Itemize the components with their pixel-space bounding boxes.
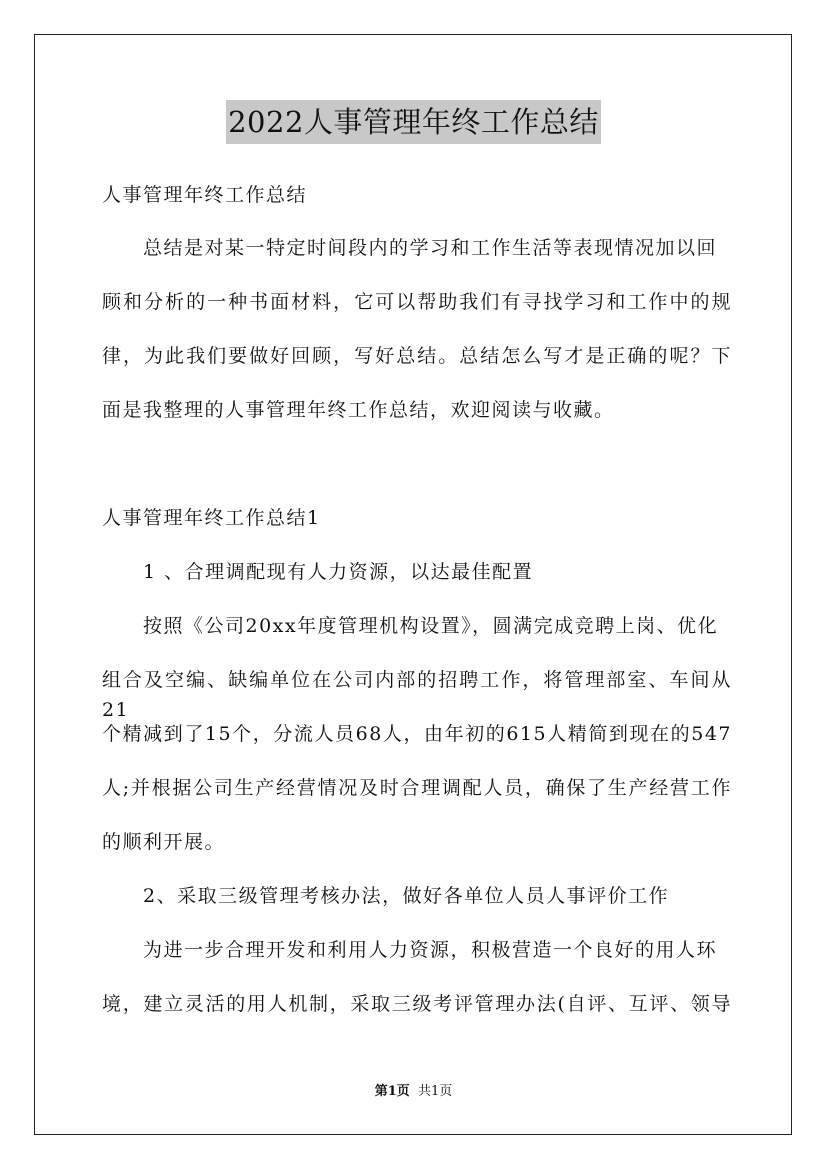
paragraph-line: 个精减到了15个，分流人员68人，由年初的615人精简到现在的547 (102, 723, 732, 745)
title-container (0, 100, 827, 144)
paragraph-line: 律，为此我们要做好回顾，写好总结。总结怎么写才是正确的呢？下 (102, 345, 732, 367)
paragraph-line: 为进一步合理开发和利用人力资源，积极营造一个良好的用人环 (143, 939, 718, 961)
paragraph-line: 面是我整理的人事管理年终工作总结，欢迎阅读与收藏。 (102, 399, 615, 421)
page-footer (0, 1083, 827, 1101)
paragraph-line: 组合及空编、缺编单位在公司内部的招聘工作，将管理部室、车间从21 (102, 669, 732, 721)
subheading: 1 、合理调配现有人力资源，以达最佳配置 (143, 561, 534, 583)
page-total: 共1页 (418, 1084, 453, 1099)
subheading: 2、采取三级管理考核办法，做好各单位人员人事评价工作 (143, 885, 670, 907)
page-number: 第1页 (374, 1084, 410, 1099)
paragraph-line: 人;并根据公司生产经营情况及时合理调配人员，确保了生产经营工作 (102, 777, 732, 799)
paragraph-line: 按照《公司20xx年度管理机构设置》，圆满完成竞聘上岗、优化 (143, 615, 719, 637)
document-title: 2022人事管理年终工作总结 (226, 100, 601, 144)
paragraph-line: 境，建立灵活的用人机制，采取三级考评管理办法(自评、互评、领导 (102, 993, 732, 1015)
paragraph-line: 总结是对某一特定时间段内的学习和工作生活等表现情况加以回 (143, 237, 718, 259)
paragraph-line: 顾和分析的一种书面材料，它可以帮助我们有寻找学习和工作中的规 (102, 291, 732, 313)
section-heading: 人事管理年终工作总结1 (102, 507, 321, 529)
section-heading: 人事管理年终工作总结 (102, 184, 308, 206)
paragraph-line: 的顺利开展。 (102, 831, 226, 853)
